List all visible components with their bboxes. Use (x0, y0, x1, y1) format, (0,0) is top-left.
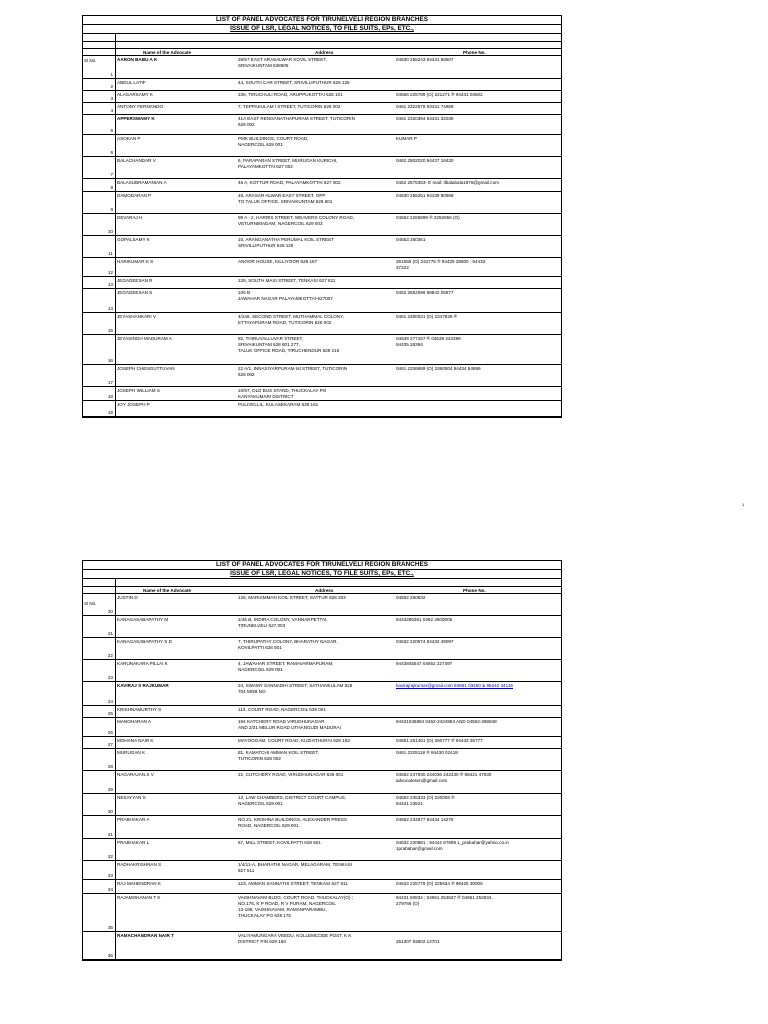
table-row (83, 894, 561, 932)
advocate-name: JEGADEESAN R (117, 278, 153, 283)
advocate-phone: 0461 2336689 (O) 2360004 94434 64999 (396, 366, 481, 371)
advocate-phone: 04566 225789 (O) 221271 ® 94431 03602 (396, 92, 483, 97)
advocate-phone: 0462 2552596 98942 05877 (396, 290, 454, 295)
table-row (83, 771, 561, 794)
document-page-1 (82, 15, 562, 418)
advocate-address: 41A EAST RENGANATHAPURAM STREET, TUTICORIN 628 002 (238, 116, 355, 127)
table-row (83, 682, 561, 706)
table-row (83, 91, 561, 103)
table-row (83, 157, 561, 179)
advocate-address: 81, KAMATCHI AMMAN KOIL STREET, TUTICORIN 628 002 (238, 750, 319, 761)
advocate-name: MANOHARAN A (117, 719, 151, 724)
advocate-name: PRABHAKAR L (117, 840, 150, 845)
column-header-sl-no: Sl No. (84, 58, 97, 63)
document-subtitle: ISSUE OF LSR, LEGAL NOTICES, TO FILE SUITS, EPs, ETC., (83, 25, 561, 34)
advocate-name: KANAGASABAPATHY S D (117, 639, 172, 644)
page-number: 1 (742, 502, 745, 507)
advocate-name: BALACHANDAR V (117, 158, 156, 163)
advocate-phone: 04652 234877 94434 14276 (396, 817, 454, 822)
table-row (83, 737, 561, 749)
advocate-name: GOPALSAMY K (117, 237, 150, 242)
advocate-name: JOY JOSEPH P (117, 402, 150, 407)
column-header-name: Name of the Advocate (143, 50, 192, 55)
advocate-address: 10/97, OLD BUS STAND, THUCKALAY PO KANYAKUMARI DISTRICT (238, 388, 327, 399)
advocate-name: RAJAMOHANAN T K (117, 895, 161, 900)
advocate-address: 22 A/1, INNASIYARPURAM Ist STREET, TUTICORIN 628 002 (238, 366, 348, 377)
serial-number: 36 (107, 953, 113, 958)
serial-number: 13 (107, 282, 113, 287)
serial-number: 35 (107, 925, 113, 930)
advocate-phone: 04630 255251 94439 80969 (396, 193, 454, 198)
advocate-name: ABDUL LATIF (117, 80, 146, 85)
table-row (83, 718, 561, 737)
advocate-name: KRISHNAMURTHY S (117, 707, 162, 712)
serial-number: 2 (110, 84, 113, 89)
column-header-name: Name of the Advocate (143, 588, 192, 593)
advocate-address: 49, ARASAR ALWAR EAST STREET, OPP TO TALUK OFFICE, SRIVAIKUNTAM 628 601 (238, 193, 333, 204)
advocate-name: ANTONY FERNANDO (117, 104, 164, 109)
serial-number: 11 (108, 251, 113, 256)
advocate-phone: 0461 2322679 93431 74658 (396, 104, 454, 109)
table-row (83, 660, 561, 682)
serial-number: 7 (110, 172, 113, 177)
table-row (83, 839, 561, 861)
blank-header-row (83, 34, 561, 49)
table-row (83, 335, 561, 365)
column-header-phone: Phone No. (463, 588, 486, 593)
advocate-phone: 0462 2575353- E mail: tlbalabala1976@gmail.com (396, 180, 499, 185)
advocate-address: 194 KATCHERY ROAD VIRUDHUNAGAR AND 2/31 MELUR ROAD UTHANGUDI MADURAI (238, 719, 341, 730)
serial-number: 30 (107, 809, 113, 814)
advocate-address: NO.21, KRISHNA BUILDINGS, ALEXANDER PRESS ROAD, NAGERCOIL 629 001. (238, 817, 348, 828)
advocate-address: 7, TEPPAKULAM I STREET, TUTICORIN 628 002 (238, 104, 341, 109)
table-row (83, 192, 561, 214)
column-header-address: Address (315, 50, 334, 55)
serial-number: 22 (107, 653, 113, 658)
advocate-name: BALASUBRAMANIAN A (117, 180, 167, 185)
advocate-phone: 0462 2502020 94437 18420 (396, 158, 454, 163)
advocate-phone: 94431045884 0452-2424884 AND 04562-268948 (396, 719, 497, 724)
advocate-address: 10, ARANGANATHA PERUMAL KOIL STREET SRIVILLIPUTHUR 626 125 (238, 237, 335, 248)
table-row (83, 365, 561, 387)
serial-number: 3 (110, 96, 113, 101)
advocate-address: 236, TIRUCHULI ROAD, ARUPPUKOTTAI 626 101 (238, 92, 343, 97)
serial-number: 33 (107, 873, 113, 878)
advocate-name: MOHANA NAIR K (117, 738, 154, 743)
serial-number: 9 (110, 207, 113, 212)
advocate-address: VALIYAMUNGARA VEEDU, KOLLEMCODE POST, K K DISTRICT PIN 629 160 (238, 933, 352, 944)
advocate-address: ANOOR HOUSE, KILLIYOOR 629 187 (238, 259, 318, 264)
advocate-name: ASOKAN P (117, 136, 141, 141)
column-header-row (83, 587, 561, 594)
table-row (83, 135, 561, 157)
advocate-address: 1/45 B, INDIRA COLONY, VANNARPETTAI, TIRUNELVELI 627 003 (238, 617, 328, 628)
advocate-phone: 04639 277167 ® 04639 242399 94435 28394 (396, 336, 461, 347)
advocate-phone: 0461 2320394 94431 32039 (396, 116, 454, 121)
advocate-name: NAGARAJAN.S V (117, 772, 154, 777)
serial-number: 18 (107, 394, 113, 399)
serial-number: 27 (107, 742, 113, 747)
advocate-name: JOSEPH CHENGUTTUVAN (117, 366, 175, 371)
serial-number: 17 (107, 380, 113, 385)
advocate-address: 126, SOUTH MASI STREET, TENKASI 627 811 (238, 278, 336, 283)
blank-header-row (83, 579, 561, 587)
serial-number: 29 (107, 787, 113, 792)
advocate-name: HARIKUMAR K S (117, 259, 154, 264)
advocate-name: RAMACHANDRAN NAIR T (117, 933, 174, 938)
advocate-name: ALAGARSAMY K (117, 92, 153, 97)
table-row (83, 816, 561, 839)
advocate-name: NESAYYAN S (117, 795, 146, 800)
serial-number: 10 (107, 229, 113, 234)
advocate-address: 67, MILL STREET, KOVILPATTI 628 501 (238, 840, 321, 845)
advocate-name: RADHAKRISHNAN S (117, 862, 162, 867)
serial-number: 24 (107, 699, 113, 704)
advocate-phone: 04630 255243 94431 58507 (396, 57, 454, 62)
table-row (83, 56, 561, 79)
advocate-address: 13, LAW CHAMBERS, DISTRICT COURT CAMPUS, NAGERCOIL 629 001 (238, 795, 347, 806)
advocate-name: DAMODARAN P (117, 193, 152, 198)
advocate-phone: 04633 225779 (O) 225634 ® 98425 30006 (396, 881, 483, 886)
advocate-address: 24, SWAMY SANNADHI STREET, SATHANKULAM 628 704 MOB NO (238, 683, 353, 694)
advocate-name: JUSTIN D (117, 595, 138, 600)
advocate-phone: 04632 220881 ; 94442 67699 1_prabahar@yahoo.co.in 1prabahar@gmail.com (396, 840, 509, 851)
document-subtitle: ISSUE OF LSR, LEGAL NOTICES, TO FILE SUITS, EPs, ETC., (83, 570, 561, 579)
document-title: LIST OF PANEL ADVOCATES FOR TIRUNELVELI REGION BRANCHES (83, 561, 561, 570)
advocate-name: DEVARAJ H (117, 215, 143, 220)
advocate-phone: 9443286361 0462 2500005 (396, 617, 453, 622)
table-row (83, 115, 561, 135)
document-page-2 (82, 560, 562, 961)
advocate-phone: 261307 93602 12701 (396, 939, 440, 944)
advocate-name: JEGADEESAN S (117, 290, 153, 295)
advocate-phone: 04651 261461 (O) 260777 ® 94433 36777 (396, 738, 483, 743)
table-row (83, 79, 561, 91)
advocate-address: 6, PARAPARAN STREET, MURUGAN KURICHI, PALAYAMKOTTAI 627 002 (238, 158, 338, 169)
serial-number: 16 (107, 358, 113, 363)
advocate-address: PULIVELLIL, KULASEKARAM 629 161 (238, 402, 319, 407)
table-row (83, 236, 561, 258)
advocate-phone: 9443845547 04652 227497 (396, 661, 453, 666)
table-row (83, 179, 561, 192)
advocate-address: 105 B JAWAHAR NAGAR PALAYAMKOTTAI-627007 (238, 290, 333, 301)
serial-number: 19 (107, 410, 113, 415)
serial-number: 20 (107, 609, 113, 614)
advocate-phone: 0461 2325118 ® 94430 02418 (396, 750, 458, 755)
advocate-address: VAISHNAVAM BLDG, COURT ROAD, THUCKALAY(O) ; NO.176, K P ROAD, R V PURAM, NAGERCOIL 13-189, VAISHNAVAM, RAMANPARAMBU, THUCKALAY PO 629 175 (238, 895, 354, 918)
advocate-address: 4, JAWAHAR STREET, RAMAVARMAPURAM, NAGERCOIL 629 001 (238, 661, 334, 672)
table-row (83, 594, 561, 616)
advocate-address: 110, COURT ROAD, NAGERCOIL 629 001 (238, 707, 326, 712)
serial-number: 26 (107, 730, 113, 735)
table-row (83, 794, 561, 816)
table-row (83, 289, 561, 313)
advocate-phone: 04652 2265899 ® 2252656 (O) (396, 215, 460, 220)
table-row (83, 277, 561, 289)
advocate-phone: 261655 (O) 234776 ® 94429 28600 ; 94433 37222 (396, 259, 486, 270)
advocate-address: 22, CUTCHERY ROAD, VIRUDHUNAGAR 626 001 (238, 772, 344, 777)
advocate-name: KANAGASABAPATHY M (117, 617, 169, 622)
advocate-name: JEYASHANKARI V (117, 314, 156, 319)
column-header-phone: Phone No. (463, 50, 486, 55)
serial-number: 1 (110, 72, 113, 77)
advocate-phone: 04562 260832 (396, 595, 426, 600)
advocate-table-body (83, 594, 561, 960)
serial-number: 28 (107, 764, 113, 769)
table-row (83, 880, 561, 894)
document-title: LIST OF PANEL ADVOCATES FOR TIRUNELVELI REGION BRANCHES (83, 16, 561, 25)
advocate-address: 7, THIRUPATHY COLONY, BHARATHY NAGAR, KOVILPATTI 628 501 (238, 639, 338, 650)
advocate-name: JEYASINGH MADURAM A (117, 336, 172, 341)
advocate-email-link[interactable]: kavirajrajkumar@gmail.com 94861 03450 & 95242 44116 (396, 683, 513, 688)
advocate-address: 126, MARIAMMAN KOIL STREET, SATTUR 626 203 (238, 595, 346, 600)
table-row (83, 103, 561, 115)
serial-number: 14 (107, 306, 113, 311)
advocate-address: 123, AMMAN SANNATHI STREET, TENKASI 627 811 (238, 881, 348, 886)
table-row (83, 214, 561, 236)
advocate-name: APPERSWAMY K (117, 116, 155, 121)
table-row (83, 401, 561, 417)
serial-number: 12 (107, 270, 113, 275)
table-row (83, 313, 561, 335)
advocate-phone: 94431 50834 ; 04651 253637 ® 04651 252834, 279766 (O) (396, 895, 493, 906)
serial-number: 5 (110, 128, 113, 133)
advocate-phone: 04632 220574 94432 49097 (396, 639, 454, 644)
table-row (83, 861, 561, 880)
serial-number: 32 (107, 854, 113, 859)
advocate-phone: 04652 235333 (O) 220006 ® 94431 23521 (396, 795, 455, 806)
column-header-row (83, 49, 561, 56)
serial-number: 23 (107, 675, 113, 680)
table-row (83, 258, 561, 277)
advocate-name: KARUNAKARA PILLAI K (117, 661, 168, 666)
serial-number: 25 (107, 711, 113, 716)
advocate-address: 1/4/11-A, BHARATHI NAGAR, MELAGARAM, TENKASI 627 511 (238, 862, 353, 873)
advocate-phone: KUMAR P (396, 136, 417, 141)
serial-number: 15 (107, 328, 113, 333)
advocate-phone: 0461 2300031 (O) 2347826 ® (396, 314, 458, 319)
serial-number: 8 (110, 185, 113, 190)
advocate-address: PMK BUILDINGS, COURT ROAD, NAGERCOIL 629 001 (238, 136, 309, 147)
advocate-address: 26/57 EAST ARASALWAR KOVIL STREET, SRIVAIKUNTAM 628605 (238, 57, 327, 68)
advocate-address: 82, THIRUVALLUVAR STREET, SRIVAIKUNTAM 628 601 277, TALUK OFFICE ROAD, TIRUCHENDUR 628 215 (238, 336, 340, 353)
column-header-sl-no: Sl No. (84, 601, 97, 606)
table-row (83, 616, 561, 638)
advocate-address: 99 A - 2, HARRIS STREET, WEAVERS COLONY ROAD, VETURNIMADAM, NAGERCOIL 629 003 (238, 215, 354, 226)
advocate-name: RAJ MAHENDRAN K (117, 881, 161, 886)
advocate-address: 46 A, KOTTUR ROAD, PALAYAMKOTTAI 627 002 (238, 180, 341, 185)
advocate-name: PRABHAKAR A (117, 817, 150, 822)
advocate-table-body (83, 56, 561, 417)
advocate-address: MAYOOGAM, COURT ROAD, KUZHITHURAI 629 163 (238, 738, 350, 743)
table-row (83, 706, 561, 718)
advocate-name: AARON BABU A K (117, 57, 158, 62)
advocate-phone: 04562 247930 244036 242430 ® 98421 47930 advocatesvn@gmail.com (396, 772, 492, 783)
serial-number: 31 (107, 832, 113, 837)
table-row (83, 387, 561, 401)
advocate-address: 4/246, SECOND STREET, MUTHAMMAL COLONY, ETTAYAPURAM ROAD, TUTICORIN 628 002 (238, 314, 344, 325)
advocate-name: JOSEPH WILLIAM S (117, 388, 160, 393)
table-row (83, 638, 561, 660)
column-header-address: Address (315, 588, 334, 593)
advocate-address: 44, SOUTH CAR STREET, SRIVILLIPUTHUR 626 125 (238, 80, 350, 85)
advocate-name: KAVIRAJ S RAJKUMAR (117, 683, 169, 688)
serial-number: 21 (107, 631, 113, 636)
advocate-name: MURUGAN K (117, 750, 146, 755)
table-row (83, 932, 561, 960)
table-row (83, 749, 561, 771)
advocate-phone: 04563 260361 (396, 237, 426, 242)
serial-number: 34 (107, 887, 113, 892)
serial-number: 4 (110, 108, 113, 113)
serial-number: 6 (110, 150, 113, 155)
